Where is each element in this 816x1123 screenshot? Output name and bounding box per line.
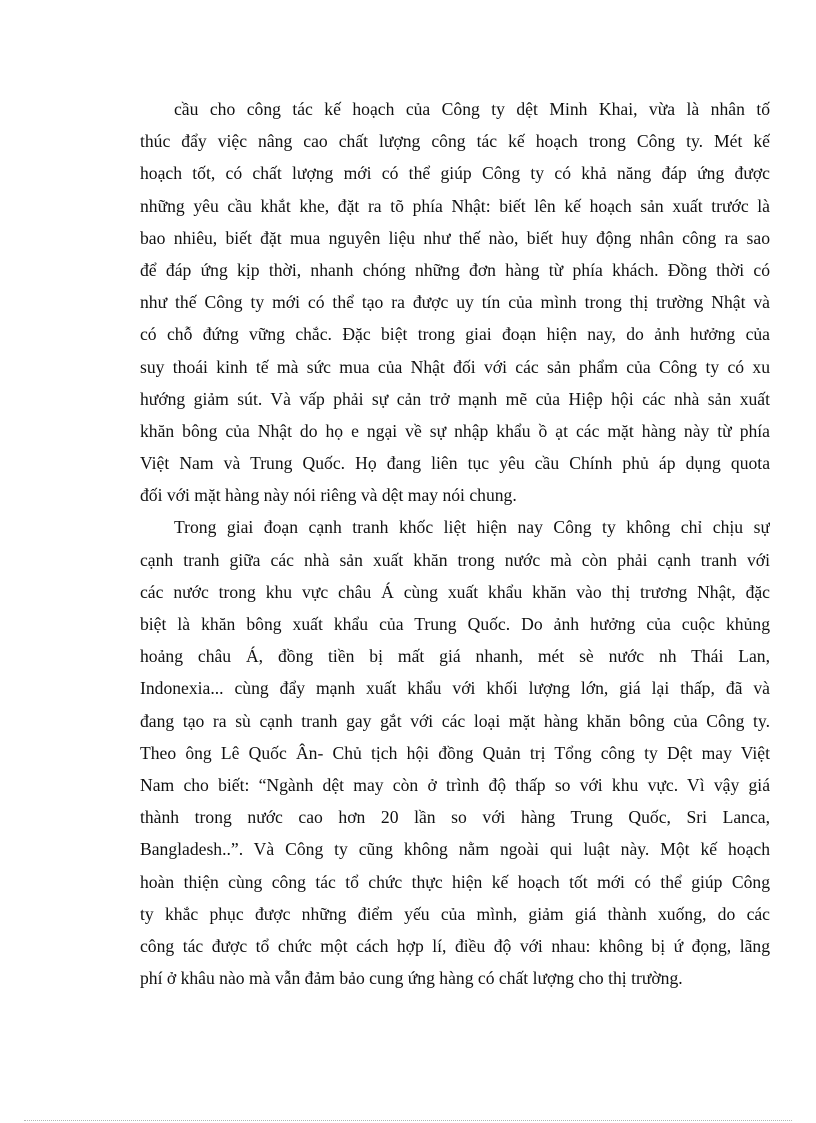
text-line: công tác được tổ chức một cách hợp lí, điều độ với nhau: không bị ứ đọng, lãng — [140, 935, 770, 956]
text-line: hoảng châu Á, đồng tiền bị mất giá nhanh, mét sè nước nh Thái Lan, — [140, 646, 770, 667]
text-line: thúc đẩy việc nâng cao chất lượng công tác kế hoạch trong Công ty. Mét kế — [140, 131, 770, 152]
text-line: những yêu cầu khắt khe, đặt ra tõ phía Nhật: biết lên kế hoạch sản xuất trước là — [140, 195, 770, 216]
text-line: Nam cho biết: “Ngành dệt may còn ở trình độ thấp so với khu vực. Vì vậy giá — [140, 774, 770, 795]
text-line: thành trong nước cao hơn 20 lần so với hàng Trung Quốc, Sri Lanca, — [140, 807, 770, 828]
text-line: biệt là khăn bông xuất khẩu của Trung Quốc. Do ảnh hưởng của cuộc khủng — [140, 614, 770, 634]
text-line: Indonexia... cùng đẩy mạnh xuất khẩu với khối lượng lớn, giá lại thấp, đã và — [140, 678, 770, 699]
text-line: suy thoái kinh tế mà sức mua của Nhật đối với các sản phẩm của Công ty có xu — [140, 356, 770, 377]
text-line: đang tạo ra sù cạnh tranh gay gắt với các loại mặt hàng khăn bông của Công ty. — [140, 710, 770, 731]
text-line: hướng giảm sút. Và vấp phải sự cản trở mạnh mẽ của Hiệp hội các nhà sản xuất — [140, 388, 770, 409]
text-line: như thế Công ty mới có thể tạo ra được uy tín của mình trong thị trường Nhật và — [140, 292, 770, 313]
text-line: có chỗ đứng vững chắc. Đặc biệt trong giai đoạn hiện nay, do ảnh hưởng của — [140, 324, 770, 345]
paragraph-2 — [140, 511, 770, 994]
text-line: Trong giai đoạn cạnh tranh khốc liệt hiện nay Công ty không chỉ chịu sự — [174, 517, 770, 538]
paragraph-1 — [140, 93, 770, 511]
text-line: cạnh tranh giữa các nhà sản xuất khăn trong nước mà còn phải cạnh tranh với — [140, 549, 770, 570]
text-line: hoạch tốt, có chất lượng mới có thể giúp Công ty có khả năng đáp ứng được — [140, 163, 770, 184]
text-line: Theo ông Lê Quốc Ân- Chủ tịch hội đồng Quản trị Tổng công ty Dệt may Việt — [140, 742, 770, 763]
text-line: đối với mặt hàng này nói riêng và dệt may nói chung. — [140, 485, 517, 506]
text-line: các nước trong khu vực châu Á cùng xuất khẩu khăn vào thị trương Nhật, đặc — [140, 581, 770, 602]
text-line: hoàn thiện cùng công tác tổ chức thực hiện kế hoạch tốt mới có thể giúp Công — [140, 871, 770, 892]
text-line: cầu cho công tác kế hoạch của Công ty dệt Minh Khai, vừa là nhân tố — [174, 99, 770, 119]
text-line: bao nhiêu, biết đặt mua nguyên liệu như thế nào, biết huy động nhân công ra sao — [140, 227, 770, 248]
text-line: khăn bông của Nhật do họ e ngại về sự nhập khẩu ồ ạt các mặt hàng này từ phía — [140, 420, 770, 441]
footer-divider — [24, 1120, 792, 1121]
text-line: Việt Nam và Trung Quốc. Họ đang liên tục yêu cầu Chính phủ áp dụng quota — [140, 453, 770, 474]
text-line: Bangladesh..”. Và Công ty cũng không nằm ngoài qui luật này. Một kế hoạch — [140, 839, 770, 860]
text-line: để đáp ứng kịp thời, nhanh chóng những đơn hàng từ phía khách. Đồng thời có — [140, 259, 770, 280]
body-text — [140, 93, 770, 994]
text-line: ty khắc phục được những điểm yếu của mình, giảm giá thành xuống, do các — [140, 903, 770, 924]
text-line: phí ở khâu nào mà vẫn đảm bảo cung ứng hàng có chất lượng cho thị trường. — [140, 968, 683, 989]
